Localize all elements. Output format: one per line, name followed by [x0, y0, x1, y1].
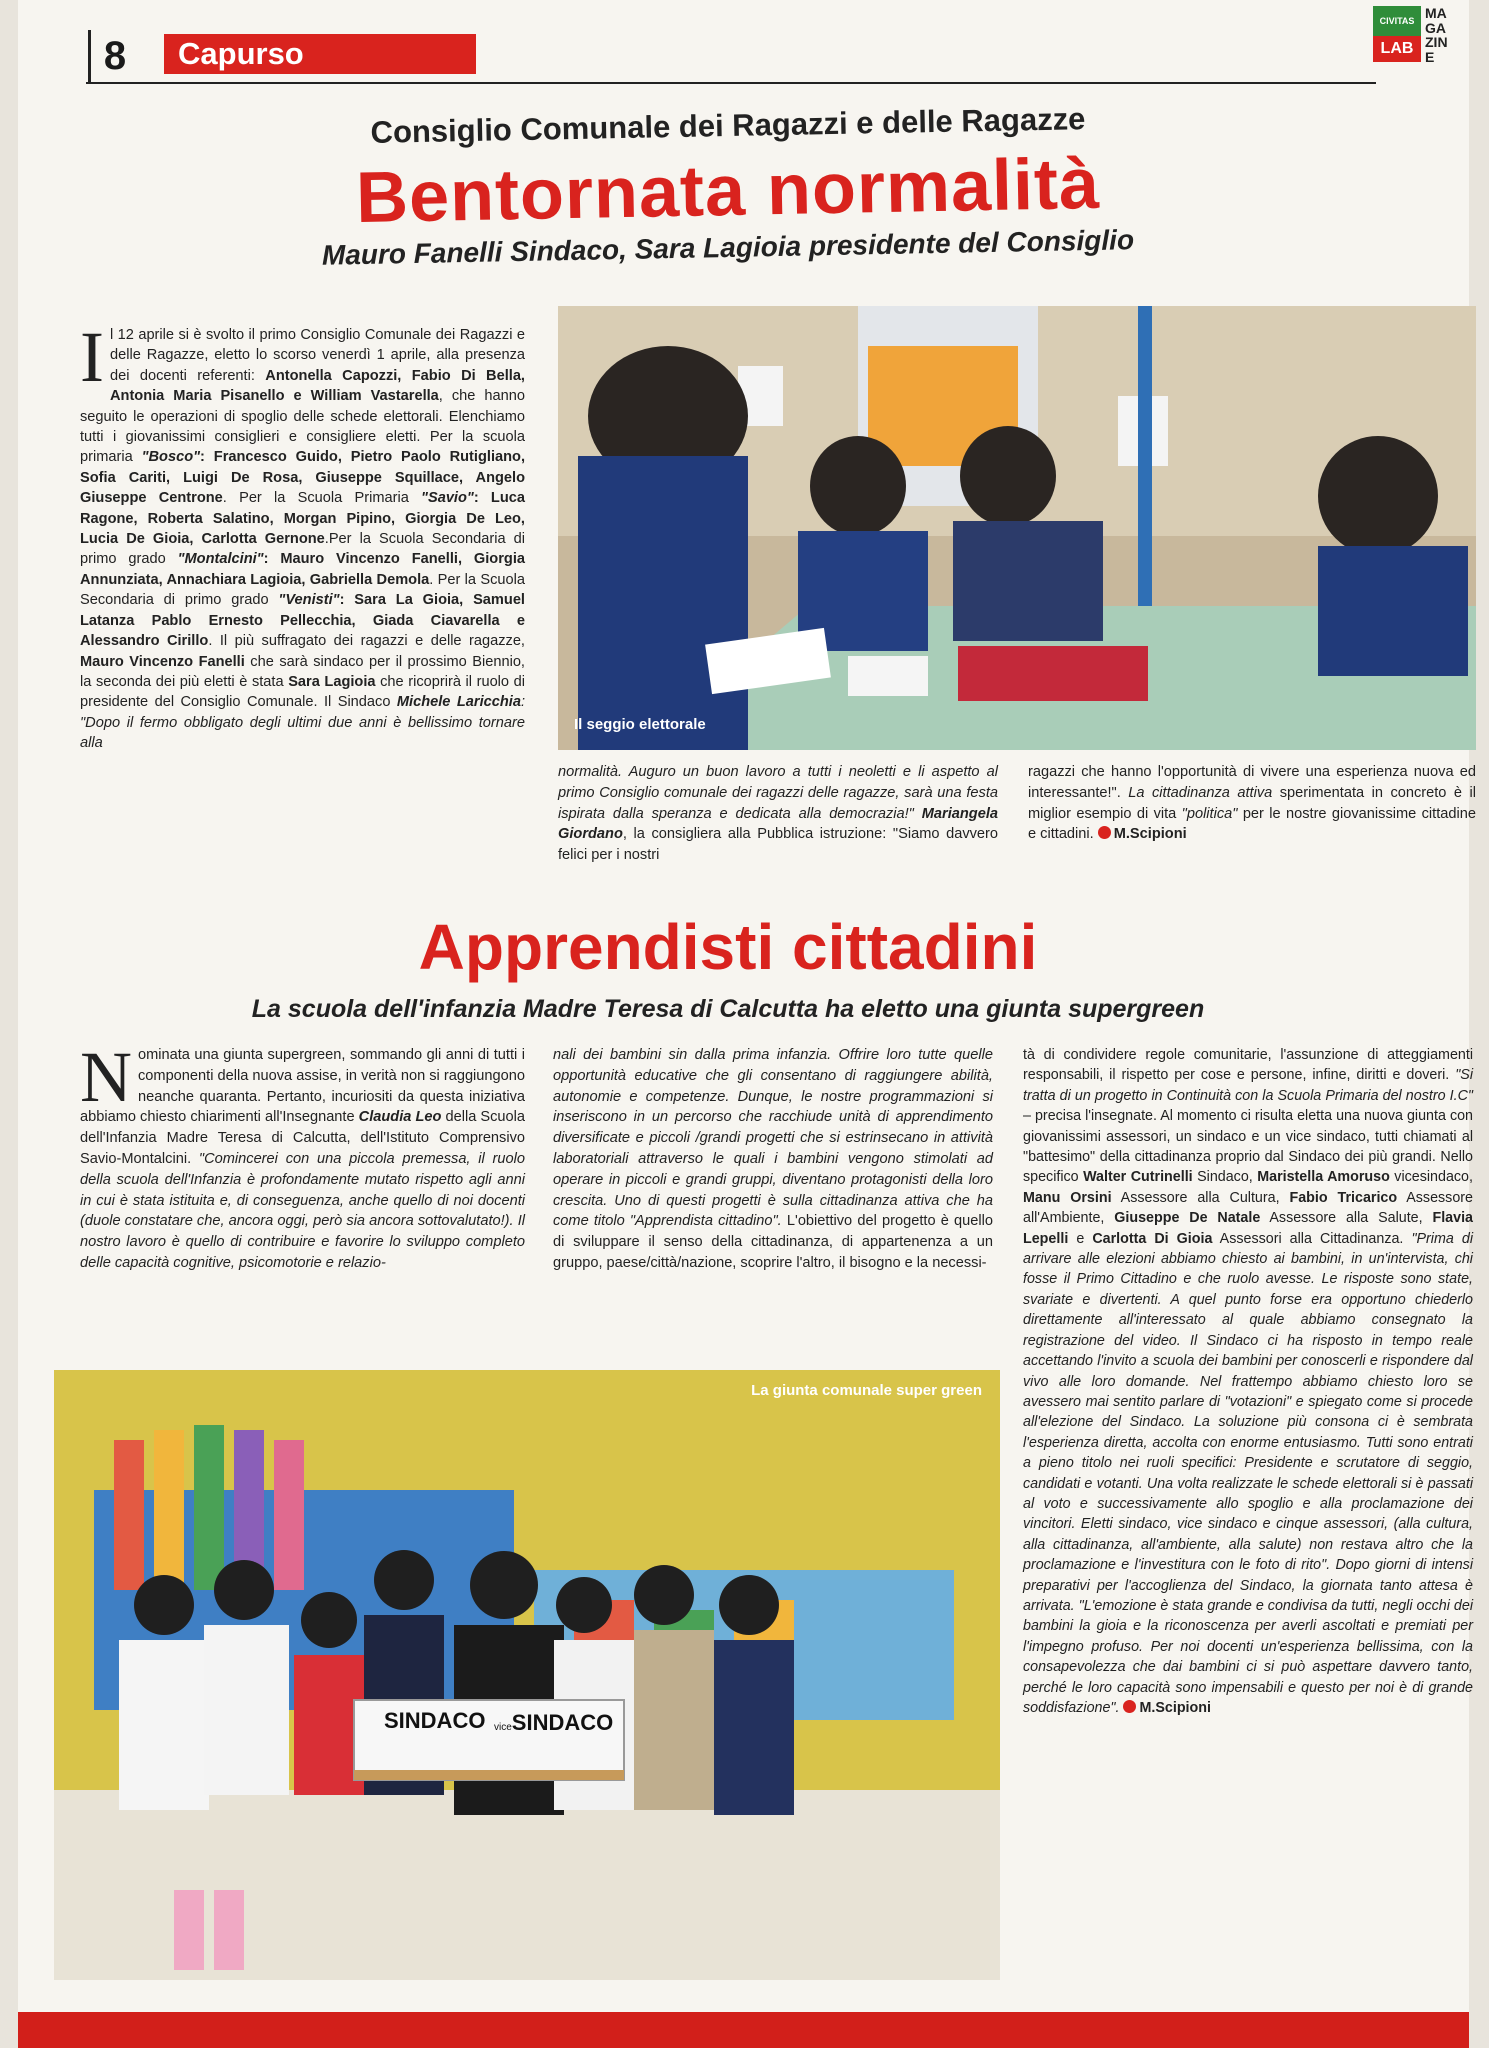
author-dot — [1098, 826, 1111, 839]
logo-word: MAGAZINE — [1425, 5, 1448, 65]
article1-column-2: normalità. Auguro un buon lavoro a tutti i neoletti e li aspetto al primo Consiglio comunale dei ragazzi delle ragazze, sarà una festa ispirata dalla speranza e dedicata alla democrazia!" Mariangela Giordano, la consigliera alla Pubblica istruzione: "Siamo davvero felici per i nostri — [558, 764, 998, 864]
magazine-logo — [1373, 6, 1459, 66]
polling-station-illustration — [558, 306, 1476, 750]
sindaco-sign: SINDACO — [384, 1708, 486, 1733]
article2-column-3: tà di condividere regole comunitarie, l'assunzione di atteggiamenti responsabili, il rispetto per cose e persone, infine, diritti e doveri. "Si tratta di un progetto in Continuità con la Scuola Primaria del nostro I.C" – precisa l'insegnate. Al momento ci risulta eletta una nuova giunta con giovanissimi assessori, un sindaco e un vice sindaco, tutti chiamati al "battesimo" della cittadinanza proprio dal Sindaco dei più grandi. Nello specifico Walter Cutrinelli Sindaco, Maristella Amoruso vicesindaco, Manu Orsini Assessore alla Cultura, Fabio Tricarico Assessore all'Ambiente, Giuseppe De Natale Assessore alla Salute, Flavia Lepelli e Carlotta Di Gioia Assessori alla Cittadinanza. "Prima di arrivare alle elezioni abbiamo chiesto ai bambini, in un'intervista, chi fosse il Primo Cittadino e che ruolo avesse. Le risposte sono state, svariate e divertenti. A quel punto forse era opportuno chiederlo direttamente all'interessato al quale abbiamo consegnato la registrazione del video. Il Sindaco ci ha risposto in tempo reale accettando l'invito a scuola dei bambini per conoscerli e rispondere dal vivo alle loro domande. Nel frattempo abbiamo chiesto loro se avessero mai sentito parlare di "votazioni" e spiegato come si procede all'elezione del Sindaco. La soluzione più consona ci è sembrata l'esperienza diretta, accolta con enorme entusiasmo. Tutti sono entrati a pieno titolo nei ruoli specifici: Presidente e scrutatore di seggio, candidati e votanti. Una volta realizzate le schede elettorali si è passati al voto e successivamente allo spoglio e alla proclamazione dei vincitori. Eletti sindaco, vice sindaco e cinque assessori, (alla cultura, alla cittadinanza, all'ambiente, alla salute) non restava altro che la proclamazione e l'investitura con le foto di rito". Dopo giorni di intensi preparativi per l'accoglienza del Sindaco, la giornata tanto attesa è arrivata. "L'emozione è stata grande e condivisa da tutti, negli occhi dei bambini la gioia e la riconoscenza per averli ascoltati e premiati per l'impegno profuso. Per noi docenti un'esperienza bellissima, con la consapevolezza che dai bambini ci si può aspettare davvero tanto, perché le loro capacità sono impensabili e questo per noi è di grande soddisfazione". M.Scipioni — [1023, 1047, 1473, 1716]
article2-subtitle: La scuola dell'infanzia Madre Teresa di Calcutta ha eletto una giunta supergreen — [251, 995, 1205, 1023]
article1-author: M.Scipioni — [1113, 826, 1187, 843]
article1-dropcap: I — [80, 317, 104, 397]
green-council-illustration — [54, 1370, 1000, 1980]
green-council-photo — [54, 1370, 1000, 1980]
article2-column-2: nali dei bambini sin dalla prima infanzia. Offrire loro tutte quelle opportunità educative che gli consentano di raggiungere abilità, autonomie e competenze. Dunque, le nostre programmazioni si inseriscono in un percorso che racchiude unità di apprendimento diversificate e piccoli /grandi progetti che si estrinsecano in attività laboratoriali attraverso le quali i bambini vengono stimolati ad operare in piccoli e grandi gruppi, diventano protagonisti della loro crescita. Uno di questi progetti è sulla cittadinanza attiva che ha come titolo "Apprendista cittadino". L'obiettivo del progetto è quello di sviluppare il senso della cittadinanza, di appartenenza a un gruppo, paese/città/nazione, scoprire l'altro, il bisogno e la necessi- — [553, 1047, 994, 1271]
article2-title: Apprendisti cittadini — [418, 911, 1038, 983]
page-number: 8 — [88, 30, 139, 82]
article1-column-1: Il 12 aprile si è svolto il primo Consiglio Comunale dei Ragazzi e delle Ragazze, eletto lo scorso venerdì 1 aprile, alla presenza dei docenti referenti: Antonella Capozzi, Fabio Di Bella, Antonia Maria Pisanello e William Vastarella, che hanno seguito le operazioni di spoglio delle schede elettorali. Elenchiamo tutti i giovanissimi consiglieri e consigliere eletti. Per la scuola primaria "Bosco": Francesco Guido, Pietro Paolo Rutigliano, Sofia Cariti, Luigi De Rosa, Giuseppe Squillace, Angelo Giuseppe Centrone. Per la Scuola Primaria "Savio": Luca Ragone, Roberta Salatino, Morgan Pipino, Giorgia De Leo, Lucia De Gioia, Carlotta Gernone.Per la Scuola Secondaria di primo grado "Montalcini": Mauro Vincenzo Fanelli, Giorgia Annunziata, Annachiara Lagioia, Gabriella Demola. Per la Scuola Secondaria di primo grado "Venisti": Sara La Gioia, Samuel Latanza Pablo Ernesto Pellecchia, Giada Ciavarella e Alessandro Cirillo. Il più suffragato dei ragazzi e delle ragazze, Mauro Vincenzo Fanelli che sarà sindaco per il prossimo Biennio, la seconda dei più eletti è stata Sara Lagioia che ricoprirà il ruolo di presidente del Consiglio Comunale. Il Sindaco Michele Laricchia: "Dopo il fermo obbligato degli ultimi due anni è bellissimo tornare alla — [80, 317, 526, 752]
article1-column-3: ragazzi che hanno l'opportunità di vivere una esperienza nuova ed interessante!". La cittadinanza attiva sperimentata in concreto è il miglior esempio di vita "politica" per le nostre giovanissime cittadine e cittadini. M.Scipioni — [1028, 764, 1476, 843]
article2-author: M.Scipioni — [1139, 1700, 1211, 1716]
author-dot — [1123, 1700, 1136, 1713]
header-rule — [86, 82, 1376, 84]
article2-dropcap: N — [80, 1037, 132, 1117]
polling-station-photo — [558, 306, 1476, 750]
article1-photo-caption: Il seggio elettorale — [574, 716, 706, 733]
vice-sindaco-sign: viceSINDACO — [494, 1710, 614, 1735]
article1-subtitle: Mauro Fanelli Sindaco, Sara Lagioia presidente del Consiglio — [321, 224, 1135, 271]
logo-brand-bottom: LAB — [1373, 36, 1421, 62]
logo-brand-top: CIVITAS — [1373, 6, 1421, 36]
article1-kicker: Consiglio Comunale dei Ragazzi e delle Ragazze — [370, 101, 1086, 150]
footer-bar — [18, 2012, 1469, 2048]
article2-column-1: Nominata una giunta supergreen, sommando gli anni di tutti i componenti della nuova assise, in verità non si raggiungono neanche quaranta. Pertanto, incuriositi da questa iniziativa abbiamo chiesto chiarimenti all'Insegnante Claudia Leo della Scuola dell'Infanzia Madre Teresa di Calcutta, dell'Istituto Comprensivo Savio-Montalcini. "Comincerei con una piccola premessa, il ruolo della scuola dell'Infanzia è profondamente mutato rispetto agli anni in cui è stata istituita e, di conseguenza, anche quello di noi docenti (duole constatare che, ancora oggi, però sia ancora sottovalutato!). Il nostro lavoro è quello di contribuire e favorire lo sviluppo completo delle capacità cognitive, psicomotorie e relazio- — [80, 1037, 525, 1271]
article1-title: Bentornata normalità — [355, 143, 1101, 239]
article2-photo-caption: La giunta comunale super green — [751, 1382, 982, 1399]
section-tab: Capurso — [164, 34, 476, 74]
magazine-page — [18, 0, 1476, 2048]
